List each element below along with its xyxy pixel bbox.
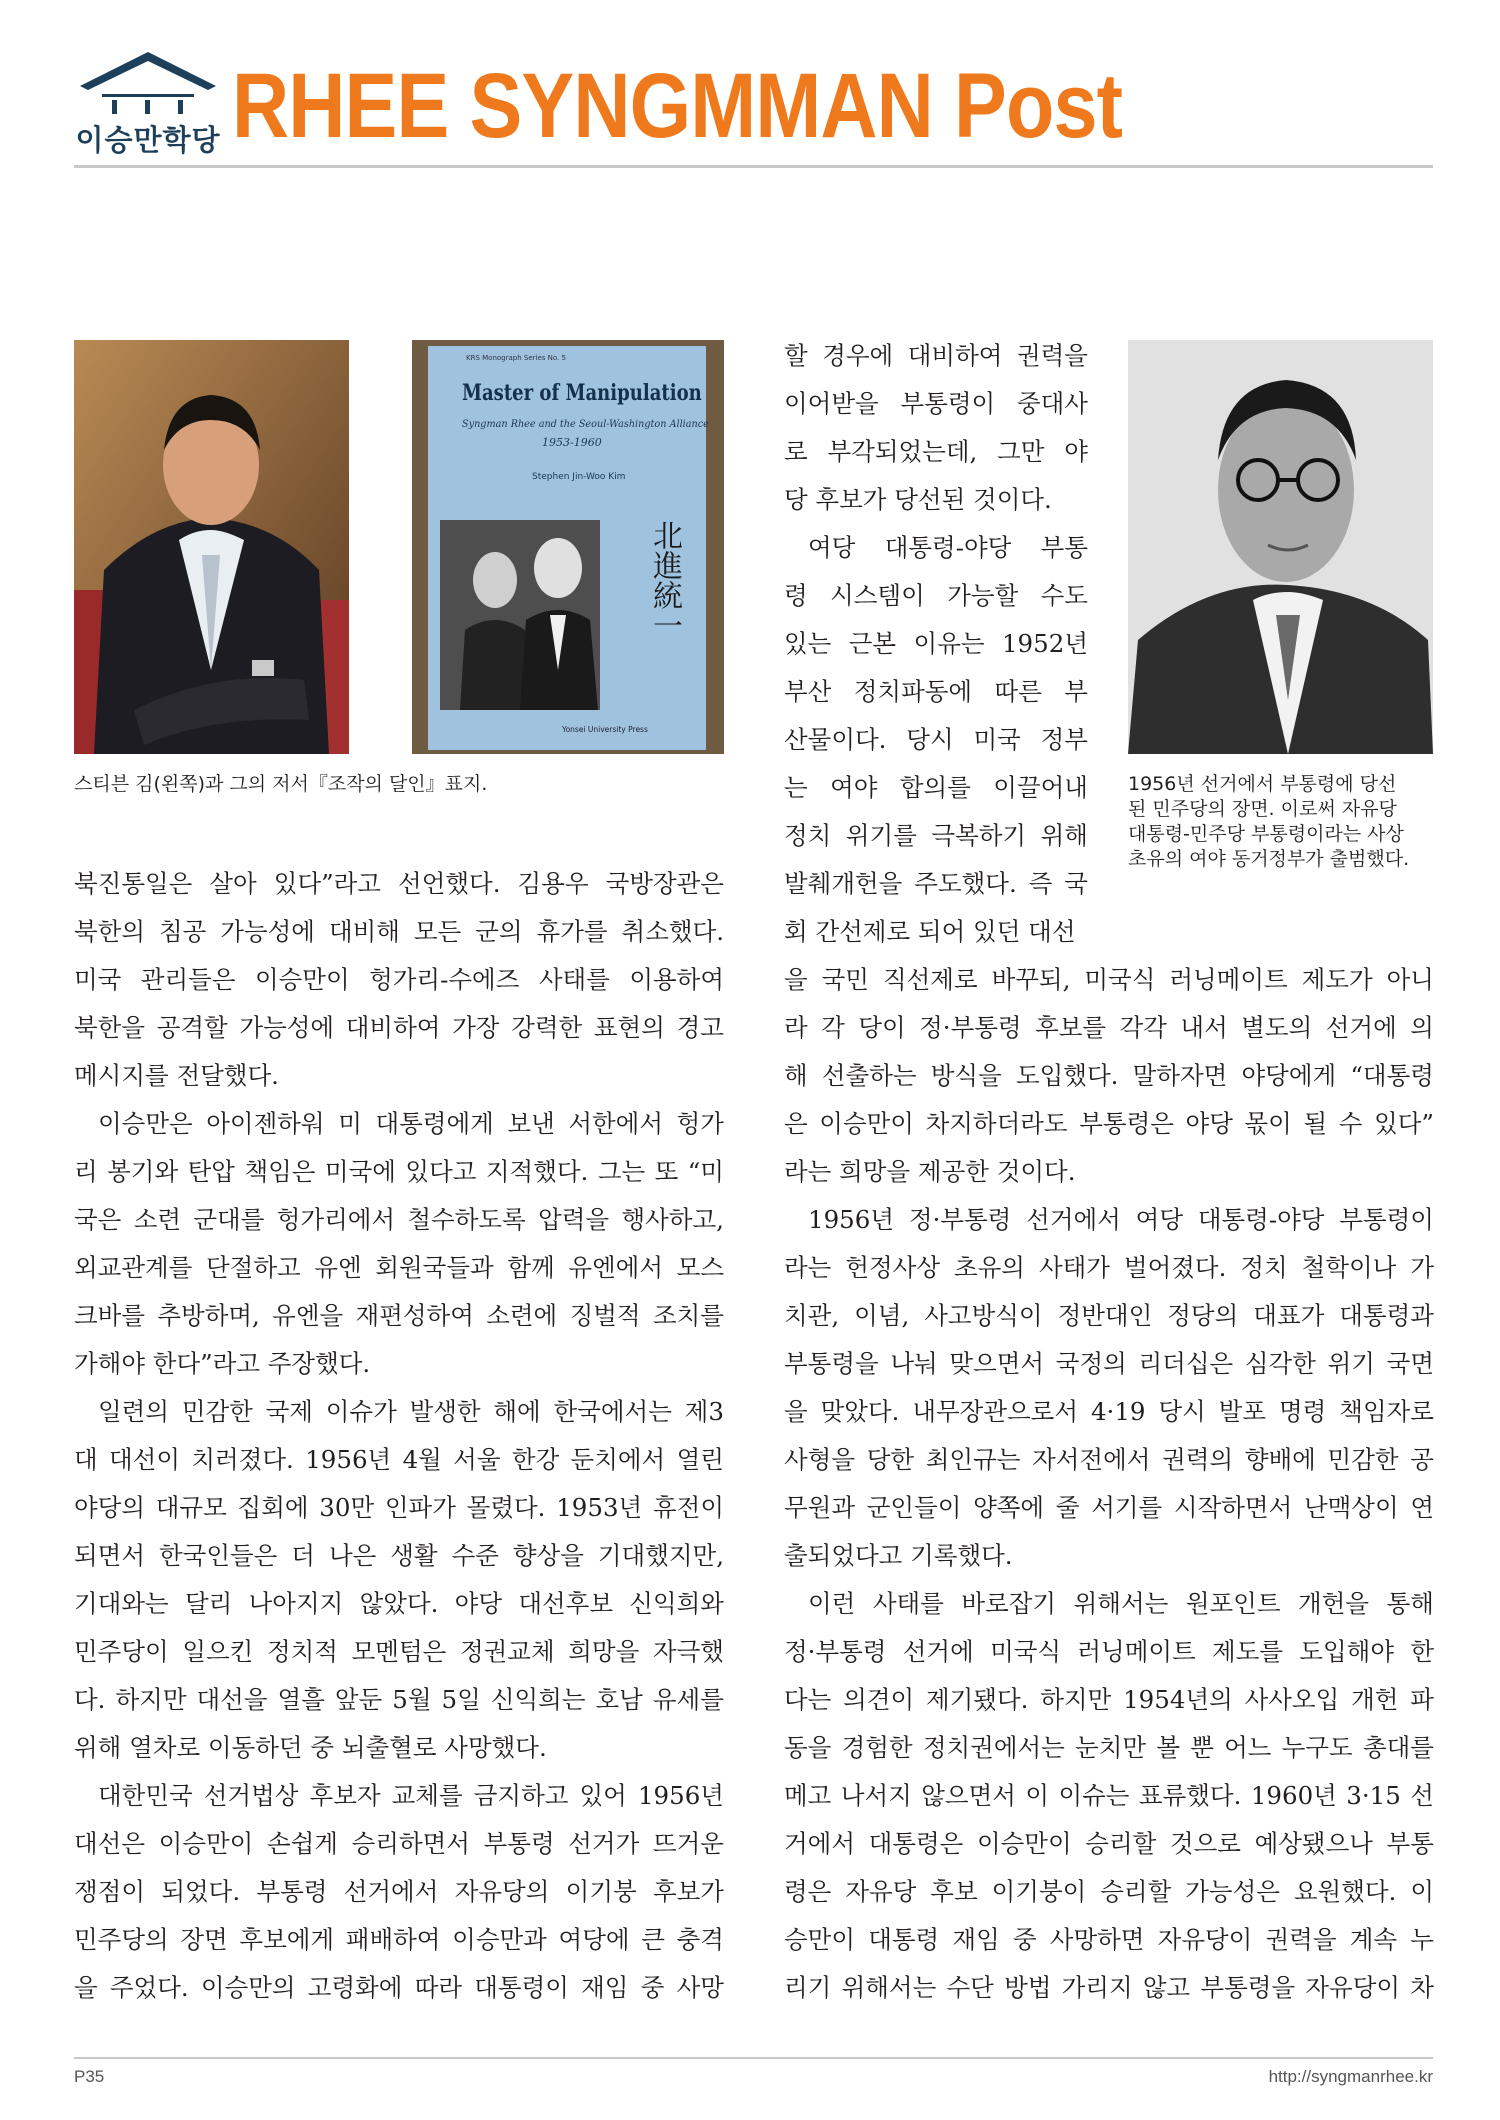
book-publisher: Yonsei University Press [562,725,648,734]
text-line: 라 각 당이 정·부통령 후보를 각각 내서 별도의 선거에 의 [784,1013,1434,1042]
text-line: 회 간선제로 되어 있던 대선 [784,917,1076,946]
text-line: 은 이승만이 차지하더라도 부통령은 야당 몫이 될 수 있다” [784,1109,1434,1138]
text-line: 위해 열차로 이동하던 중 뇌출혈로 사망했다. [74,1733,547,1762]
text-line: 령은 자유당 후보 이기붕이 승리할 가능성은 요원했다. 이 [784,1877,1434,1906]
text-line: 동을 경험한 정치권에서는 눈치만 볼 뿐 어느 누구도 총대를 [784,1733,1434,1762]
text-line: 1956년 정·부통령 선거에서 여당 대통령-야당 부통령이 [808,1205,1434,1234]
book-cover-photo [412,340,724,754]
book-calligraphy: 北進統一 [647,520,682,640]
text-line: 가해야 한다”라고 주장했다. [74,1349,371,1378]
text-line: 대 대선이 치러졌다. 1956년 4월 서울 한강 둔치에서 열린 [74,1445,724,1474]
text-line: 부산 정치파동에 따른 부 [784,677,1088,706]
text-line: 메시지를 전달했다. [74,1061,279,1090]
body-column-right-wide [784,956,1434,2012]
text-line: 다. 하지만 대선을 열흘 앞둔 5월 5일 신익희는 호남 유세를 [74,1685,724,1714]
text-line: 리기 위해서는 수단 방법 가리지 않고 부통령을 자유당이 차 [784,1973,1434,2002]
text-line: 크바를 추방하며, 유엔을 재편성하여 소련에 징벌적 조치를 [74,1301,724,1330]
text-line: 당 후보가 당선된 것이다. [784,485,1052,514]
text-line: 있는 근본 이유는 1952년 [784,629,1088,658]
text-line: 대한민국 선거법상 후보자 교체를 금지하고 있어 1956년 [98,1781,724,1810]
text-line: 정치 위기를 극복하기 위해 [784,821,1088,850]
text-line: 기대와는 달리 나아지지 않았다. 야당 대선후보 신익희와 [74,1589,724,1618]
text-line: 산물이다. 당시 미국 정부 [784,725,1088,754]
chang-myon-photo [1128,340,1433,754]
text-line: 을 맞았다. 내무장관으로서 4·19 당시 발포 명령 책임자로 [784,1397,1434,1426]
text-line: 을 국민 직선제로 바꾸되, 미국식 러닝메이트 제도가 아니 [784,965,1434,994]
text-line: 로 부각되었는데, 그만 야 [784,437,1088,466]
masthead-title: RHEE SYNGMMAN Post [232,55,1123,157]
header-divider [74,165,1433,168]
book-subtitle: Syngman Rhee and the Seoul-Washington Alliance [462,418,709,430]
text-line: 대선은 이승만이 손쉽게 승리하면서 부통령 선거가 뜨거운 [74,1829,724,1858]
text-line: 이어받을 부통령이 중대사 [784,389,1088,418]
text-line: 발췌개헌을 주도했다. 즉 국 [784,869,1088,898]
text-line: 북한의 침공 가능성에 대비해 모든 군의 휴가를 취소했다. [74,917,724,946]
text-line: 정·부통령 선거에 미국식 러닝메이트 제도를 도입해야 한 [784,1637,1434,1666]
text-line: 라는 헌정사상 초유의 사태가 벌어졌다. 정치 철학이나 가 [784,1253,1434,1282]
right-caption-line: 대통령-민주당 부통령이라는 사상 [1128,823,1404,845]
text-line: 일련의 민감한 국제 이슈가 발생한 해에 한국에서는 제3 [98,1397,724,1426]
site-url[interactable]: http://syngmanrhee.kr [1268,2067,1433,2086]
text-line: 는 여야 합의를 이끌어내 [784,773,1088,802]
book-author: Stephen Jin-Woo Kim [532,472,626,482]
text-line: 령 시스템이 가능할 수도 [784,581,1088,610]
right-caption-line: 1956년 선거에서 부통령에 당선 [1128,773,1397,795]
text-line: 미국 관리들은 이승만이 헝가리-수에즈 사태를 이용하여 [74,965,724,994]
left-figure-caption: 스티븐 김(왼쪽)과 그의 저서『조작의 달인』표지. [74,773,488,795]
book-title: Master of Manipulation [462,380,702,406]
right-caption-line: 된 민주당의 장면. 이로써 자유당 [1128,798,1397,820]
book-years: 1953-1960 [542,436,602,449]
text-line: 되면서 한국인들은 더 나은 생활 수준 향상을 기대했지만, [74,1541,724,1570]
book-cover-photograph [440,520,600,710]
text-line: 민주당이 일으킨 정치적 모멘텀은 정권교체 희망을 자극했 [74,1637,724,1666]
footer-divider [74,2057,1433,2059]
text-line: 치관, 이념, 사고방식이 정반대인 정당의 대표가 대통령과 [784,1301,1434,1330]
text-line: 외교관계를 단절하고 유엔 회원국들과 함께 유엔에서 모스 [74,1253,724,1282]
text-line: 리 봉기와 탄압 책임은 미국에 있다고 지적했다. 그는 또 “미 [74,1157,724,1186]
text-line: 무원과 군인들이 양쪽에 줄 서기를 시작하면서 난맥상이 연 [784,1493,1434,1522]
text-line: 국은 소련 군대를 헝가리에서 철수하도록 압력을 행사하고, [74,1205,724,1234]
logo-text: 이승만학당 [75,123,221,157]
text-line: 출되었다고 기록했다. [784,1541,1013,1570]
text-line: 거에서 대통령은 이승만이 승리할 것으로 예상됐으나 부통 [784,1829,1434,1858]
text-line: 야당의 대규모 집회에 30만 인파가 몰렸다. 1953년 휴전이 [74,1493,724,1522]
right-figure-caption [1128,772,1438,872]
text-line: 북한을 공격할 가능성에 대비하여 가장 강력한 표현의 경고 [74,1013,724,1042]
text-line: 승만이 대통령 재임 중 사망하면 자유당이 권력을 계속 누 [784,1925,1434,1954]
text-line: 해 선출하는 방식을 도입했다. 말하자면 야당에게 “대통령 [784,1061,1434,1090]
body-column-right-narrow [784,332,1088,956]
text-line: 쟁점이 되었다. 부통령 선거에서 자유당의 이기붕 후보가 [74,1877,724,1906]
text-line: 민주당의 장면 후보에게 패배하여 이승만과 여당에 큰 충격 [74,1925,724,1954]
text-line: 북진통일은 살아 있다”라고 선언했다. 김용우 국방장관은 [74,869,724,898]
text-line: 이런 사태를 바로잡기 위해서는 원포인트 개헌을 통해 [808,1589,1434,1618]
text-line: 사형을 당한 최인규는 자서전에서 권력의 향배에 민감한 공 [784,1445,1434,1474]
text-line: 다는 의견이 제기됐다. 하지만 1954년의 사사오입 개헌 파 [784,1685,1434,1714]
text-line: 을 주었다. 이승만의 고령화에 따라 대통령이 재임 중 사망 [74,1973,724,2002]
text-line: 여당 대통령-야당 부통 [808,533,1088,562]
body-column-left [74,860,724,2012]
book-series: KRS Monograph Series No. 5 [466,354,566,362]
text-line: 라는 희망을 제공한 것이다. [784,1157,1076,1186]
text-line: 부통령을 나눠 맞으면서 국정의 리더십은 심각한 위기 국면 [784,1349,1434,1378]
text-line: 할 경우에 대비하여 권력을 [784,341,1088,370]
portrait-photo [74,340,349,754]
right-caption-line: 초유의 여야 동거정부가 출범했다. [1128,848,1410,870]
text-line: 이승만은 아이젠하워 미 대통령에게 보낸 서한에서 헝가 [98,1109,724,1138]
text-line: 메고 나서지 않으면서 이 이슈는 표류했다. 1960년 3·15 선 [784,1781,1434,1810]
page-number: P35 [74,2067,105,2086]
